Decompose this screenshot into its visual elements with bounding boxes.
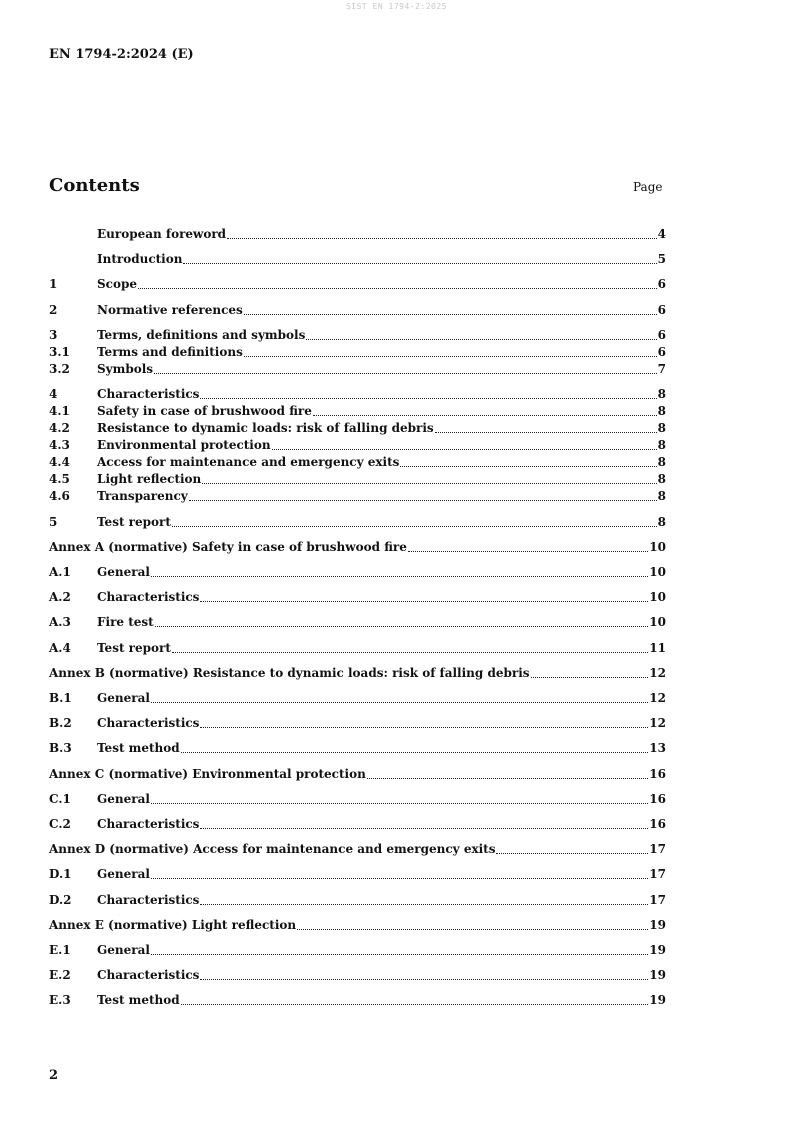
toc-entry-page: 12 xyxy=(649,666,666,680)
toc-entry[interactable] xyxy=(49,866,666,883)
toc-entry-page: 8 xyxy=(657,404,666,418)
dot-leader xyxy=(151,877,648,879)
toc-entry-number: E.1 xyxy=(49,943,71,957)
toc-entry-page: 13 xyxy=(649,741,666,755)
toc-entry[interactable] xyxy=(49,564,666,581)
page-number: 2 xyxy=(49,1068,59,1083)
toc-entry[interactable] xyxy=(49,640,666,657)
toc-entry-number: A.4 xyxy=(49,641,71,655)
toc-entry-number: C.2 xyxy=(49,817,71,831)
dot-leader xyxy=(200,903,648,905)
document-id: EN 1794-2:2024 (E) xyxy=(49,47,194,62)
dot-leader xyxy=(189,499,657,501)
toc-entry-title: Annex B (normative) Resistance to dynamic loads: risk of falling debris xyxy=(49,666,530,680)
toc-entry[interactable] xyxy=(49,740,666,757)
toc-entry-title: Characteristics xyxy=(97,968,200,982)
dot-leader xyxy=(408,550,648,552)
toc-entry-title: General xyxy=(97,943,150,957)
toc-entry[interactable] xyxy=(49,471,666,488)
toc-entry-page: 4 xyxy=(657,227,666,241)
toc-entry-page: 19 xyxy=(649,918,666,932)
toc-entry-page: 11 xyxy=(649,641,666,655)
toc-entry-page: 12 xyxy=(649,691,666,705)
toc-entry-title: Fire test xyxy=(97,615,154,629)
toc-entry-page: 8 xyxy=(657,438,666,452)
toc-annex-entry[interactable] xyxy=(49,841,666,858)
toc-entry-page: 16 xyxy=(649,792,666,806)
dot-leader xyxy=(151,802,648,804)
toc-entry-number: A.2 xyxy=(49,590,71,604)
toc-entry-page: 6 xyxy=(657,303,666,317)
toc-entry-page: 7 xyxy=(657,362,666,376)
dot-leader xyxy=(181,1003,649,1005)
toc-entry-page: 8 xyxy=(657,387,666,401)
dot-leader xyxy=(200,397,656,399)
toc-entry-page: 10 xyxy=(649,540,666,554)
toc-entry-number: 4.5 xyxy=(49,472,70,486)
dot-leader xyxy=(306,338,656,340)
toc-entry-page: 5 xyxy=(657,252,666,266)
toc-entry-title: Environmental protection xyxy=(97,438,271,452)
toc-entry-title: European foreword xyxy=(97,227,227,241)
dot-leader xyxy=(244,355,657,357)
toc-entry-page: 16 xyxy=(649,817,666,831)
dot-leader xyxy=(155,625,649,627)
dot-leader xyxy=(200,827,648,829)
toc-entry[interactable] xyxy=(49,437,666,454)
dot-leader xyxy=(200,978,648,980)
toc-entry-title: Characteristics xyxy=(97,590,200,604)
toc-entry-number: 4.1 xyxy=(49,404,70,418)
toc-entry-title: General xyxy=(97,565,150,579)
toc-entry-page: 16 xyxy=(649,767,666,781)
toc-entry-page: 12 xyxy=(649,716,666,730)
toc-entry[interactable] xyxy=(49,816,666,833)
toc-entry-page: 19 xyxy=(649,943,666,957)
toc-entry-number: B.3 xyxy=(49,741,72,755)
toc-entry-page: 8 xyxy=(657,489,666,503)
toc-entry-number: 4.2 xyxy=(49,421,70,435)
toc-entry-title: General xyxy=(97,792,150,806)
toc-entry-page: 10 xyxy=(649,565,666,579)
dot-leader xyxy=(227,237,657,239)
toc-entry[interactable] xyxy=(49,942,666,959)
toc-entry-title: Characteristics xyxy=(97,716,200,730)
toc-entry[interactable] xyxy=(49,251,666,268)
toc-entry-number: B.2 xyxy=(49,716,72,730)
toc-entry-number: 5 xyxy=(49,515,58,529)
toc-entry-title: Annex D (normative) Access for maintenance and emergency exits xyxy=(49,842,496,856)
dot-leader xyxy=(181,751,649,753)
toc-annex-entry[interactable] xyxy=(49,665,666,682)
toc-entry[interactable] xyxy=(49,589,666,606)
dot-leader xyxy=(202,482,656,484)
toc-entry[interactable] xyxy=(49,302,666,319)
toc-entry[interactable] xyxy=(49,276,666,293)
toc-entry[interactable] xyxy=(49,690,666,707)
toc-entry[interactable] xyxy=(49,361,666,378)
toc-entry-page: 6 xyxy=(657,328,666,342)
toc-entry[interactable] xyxy=(49,614,666,631)
toc-entry-number: 3.1 xyxy=(49,345,70,359)
dot-leader xyxy=(154,372,657,374)
toc-entry[interactable] xyxy=(49,967,666,984)
toc-entry-title: Annex E (normative) Light reflection xyxy=(49,918,297,932)
toc-annex-entry[interactable] xyxy=(49,917,666,934)
dot-leader xyxy=(200,600,648,602)
dot-leader xyxy=(367,777,648,779)
toc-entry-title: Access for maintenance and emergency exits xyxy=(97,455,400,469)
toc-entry-number: 1 xyxy=(49,277,58,291)
toc-entry-page: 8 xyxy=(657,472,666,486)
toc-entry-page: 8 xyxy=(657,515,666,529)
toc-entry[interactable] xyxy=(49,344,666,361)
toc-entry-page: 6 xyxy=(657,277,666,291)
toc-entry-title: Terms, definitions and symbols xyxy=(97,328,306,342)
toc-entry-number: C.1 xyxy=(49,792,71,806)
dot-leader xyxy=(272,448,657,450)
toc-entry-title: Resistance to dynamic loads: risk of falling debris xyxy=(97,421,434,435)
toc-entry-number: 4.6 xyxy=(49,489,70,503)
toc-entry-title: Introduction xyxy=(97,252,183,266)
toc-entry-title: Characteristics xyxy=(97,893,200,907)
dot-leader xyxy=(151,575,648,577)
dot-leader xyxy=(172,525,657,527)
toc-entry-page: 10 xyxy=(649,615,666,629)
toc-entry-title: Test report xyxy=(97,515,171,529)
toc-entry[interactable] xyxy=(49,420,666,437)
toc-entry-page: 17 xyxy=(649,842,666,856)
toc-entry[interactable] xyxy=(49,892,666,909)
toc-entry[interactable] xyxy=(49,403,666,420)
toc-entry-number: 4.4 xyxy=(49,455,70,469)
toc-entry-page: 17 xyxy=(649,893,666,907)
dot-leader xyxy=(297,928,648,930)
toc-entry-title: General xyxy=(97,691,150,705)
toc-entry-title: Light reflection xyxy=(97,472,202,486)
toc-entry-number: 4 xyxy=(49,387,58,401)
dot-leader xyxy=(151,953,648,955)
watermark: SIST EN 1794-2:2025 xyxy=(345,2,447,11)
toc-entry-title: General xyxy=(97,867,150,881)
dot-leader xyxy=(435,431,657,433)
toc-entry[interactable] xyxy=(49,327,666,344)
toc-entry-title: Test method xyxy=(97,741,180,755)
toc-entry-page: 19 xyxy=(649,968,666,982)
toc-entry-title: Transparency xyxy=(97,489,188,503)
toc-entry-page: 8 xyxy=(657,455,666,469)
dot-leader xyxy=(496,852,648,854)
toc-entry-title: Symbols xyxy=(97,362,154,376)
dot-leader xyxy=(172,651,648,653)
toc-entry-page: 19 xyxy=(649,993,666,1007)
toc-entry-number: B.1 xyxy=(49,691,72,705)
toc-entry-title: Characteristics xyxy=(97,387,200,401)
toc-entry-title: Annex A (normative) Safety in case of brushwood fire xyxy=(49,540,407,554)
toc-entry-number: D.2 xyxy=(49,893,72,907)
toc-annex-entry[interactable] xyxy=(49,539,666,556)
dot-leader xyxy=(183,262,656,264)
toc-entry[interactable] xyxy=(49,386,666,403)
toc-entry-page: 17 xyxy=(649,867,666,881)
toc-entry[interactable] xyxy=(49,488,666,505)
dot-leader xyxy=(400,465,656,467)
toc-entry-title: Normative references xyxy=(97,303,243,317)
dot-leader xyxy=(313,414,657,416)
toc-entry-number: 2 xyxy=(49,303,58,317)
toc-entry[interactable] xyxy=(49,715,666,732)
toc-entry-number: E.2 xyxy=(49,968,71,982)
dot-leader xyxy=(244,313,657,315)
toc-entry-page: 6 xyxy=(657,345,666,359)
toc-entry[interactable] xyxy=(49,514,666,531)
toc-annex-entry[interactable] xyxy=(49,766,666,783)
toc-entry-number: D.1 xyxy=(49,867,72,881)
page-column-label: Page xyxy=(633,180,663,194)
contents-heading: Contents xyxy=(49,175,140,196)
toc-entry-title: Safety in case of brushwood fire xyxy=(97,404,312,418)
toc-entry-title: Terms and definitions xyxy=(97,345,243,359)
toc-entry-title: Test method xyxy=(97,993,180,1007)
toc-entry-title: Scope xyxy=(97,277,138,291)
toc-entry-number: A.3 xyxy=(49,615,71,629)
toc-entry-number: 3.2 xyxy=(49,362,70,376)
toc-entry-title: Annex C (normative) Environmental protection xyxy=(49,767,366,781)
toc-entry-title: Test report xyxy=(97,641,171,655)
toc-entry-page: 8 xyxy=(657,421,666,435)
toc-entry[interactable] xyxy=(49,791,666,808)
dot-leader xyxy=(531,676,649,678)
toc-entry[interactable] xyxy=(49,454,666,471)
toc-entry-number: 3 xyxy=(49,328,58,342)
dot-leader xyxy=(138,287,657,289)
dot-leader xyxy=(151,701,648,703)
toc-entry-number: E.3 xyxy=(49,993,71,1007)
toc-entry-number: 4.3 xyxy=(49,438,70,452)
toc-entry[interactable] xyxy=(49,992,666,1009)
toc-entry-number: A.1 xyxy=(49,565,71,579)
toc-entry-page: 10 xyxy=(649,590,666,604)
dot-leader xyxy=(200,726,648,728)
toc-entry[interactable] xyxy=(49,226,666,243)
toc-entry-title: Characteristics xyxy=(97,817,200,831)
